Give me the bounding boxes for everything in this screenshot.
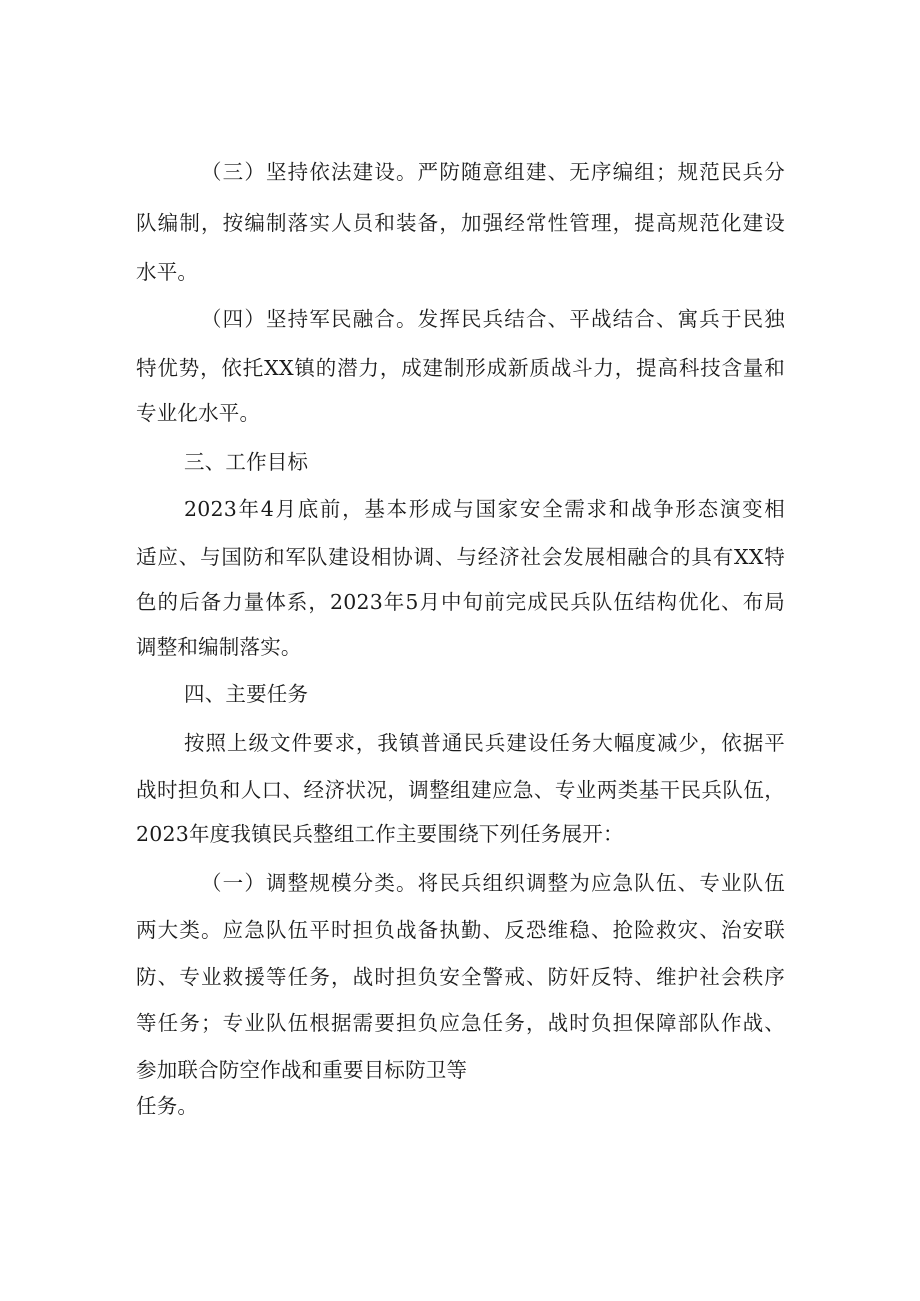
paragraph-goal-line-3: 色的后备力量体系，2023年5月中旬前完成民兵队伍结构优化、布局: [136, 590, 785, 614]
paragraph-task-1-line-6: 任务。: [136, 1094, 199, 1118]
paragraph-principle-4-line-3: 专业化水平。: [136, 401, 261, 425]
paragraph-tasks-intro-line-3: 2023年度我镇民兵整组工作主要围绕下列任务展开：: [136, 822, 624, 846]
paragraph-principle-3-line-3: 水平。: [136, 260, 199, 284]
paragraph-goal-line-1: 2023年4月底前，基本形成与国家安全需求和战争形态演变相: [184, 497, 785, 521]
paragraph-task-1-line-2: 两大类。应急队伍平时担负战备执勤、反恐维稳、抢险救灾、治安联: [136, 918, 785, 942]
section-heading-work-goals: 三、工作目标: [184, 450, 309, 474]
paragraph-goal-line-2: 适应、与国防和军队建设相协调、与经济社会发展相融合的具有XX特: [136, 545, 785, 569]
paragraph-task-1-line-1: （一）调整规模分类。将民兵组织调整为应急队伍、专业队伍: [201, 871, 785, 895]
paragraph-task-1-line-4: 等任务；专业队伍根据需要担负应急任务，战时负担保障部队作战、: [136, 1011, 785, 1035]
paragraph-task-1-line-3: 防、专业救援等任务，战时担负安全警戒、防奸反特、维护社会秩序: [136, 965, 785, 989]
paragraph-principle-3-line-2: 队编制，按编制落实人员和装备，加强经常性管理，提高规范化建设: [136, 211, 785, 235]
paragraph-principle-4-line-2: 特优势，依托XX镇的潜力，成建制形成新质战斗力，提高科技含量和: [136, 356, 785, 380]
paragraph-tasks-intro-line-1: 按照上级文件要求，我镇普通民兵建设任务大幅度减少，依据平: [184, 731, 785, 755]
paragraph-task-1-line-5: 参加联合防空作战和重要目标防卫等: [136, 1058, 468, 1082]
paragraph-principle-3-line-1: （三）坚持依法建设。严防随意组建、无序编组；规范民兵分: [201, 160, 785, 184]
section-heading-main-tasks: 四、主要任务: [184, 682, 309, 706]
paragraph-principle-4-line-1: （四）坚持军民融合。发挥民兵结合、平战结合、寓兵于民独: [201, 307, 785, 331]
paragraph-goal-line-4: 调整和编制落实。: [136, 635, 302, 659]
paragraph-tasks-intro-line-2: 战时担负和人口、经济状况，调整组建应急、专业两类基干民兵队伍，: [136, 778, 785, 802]
